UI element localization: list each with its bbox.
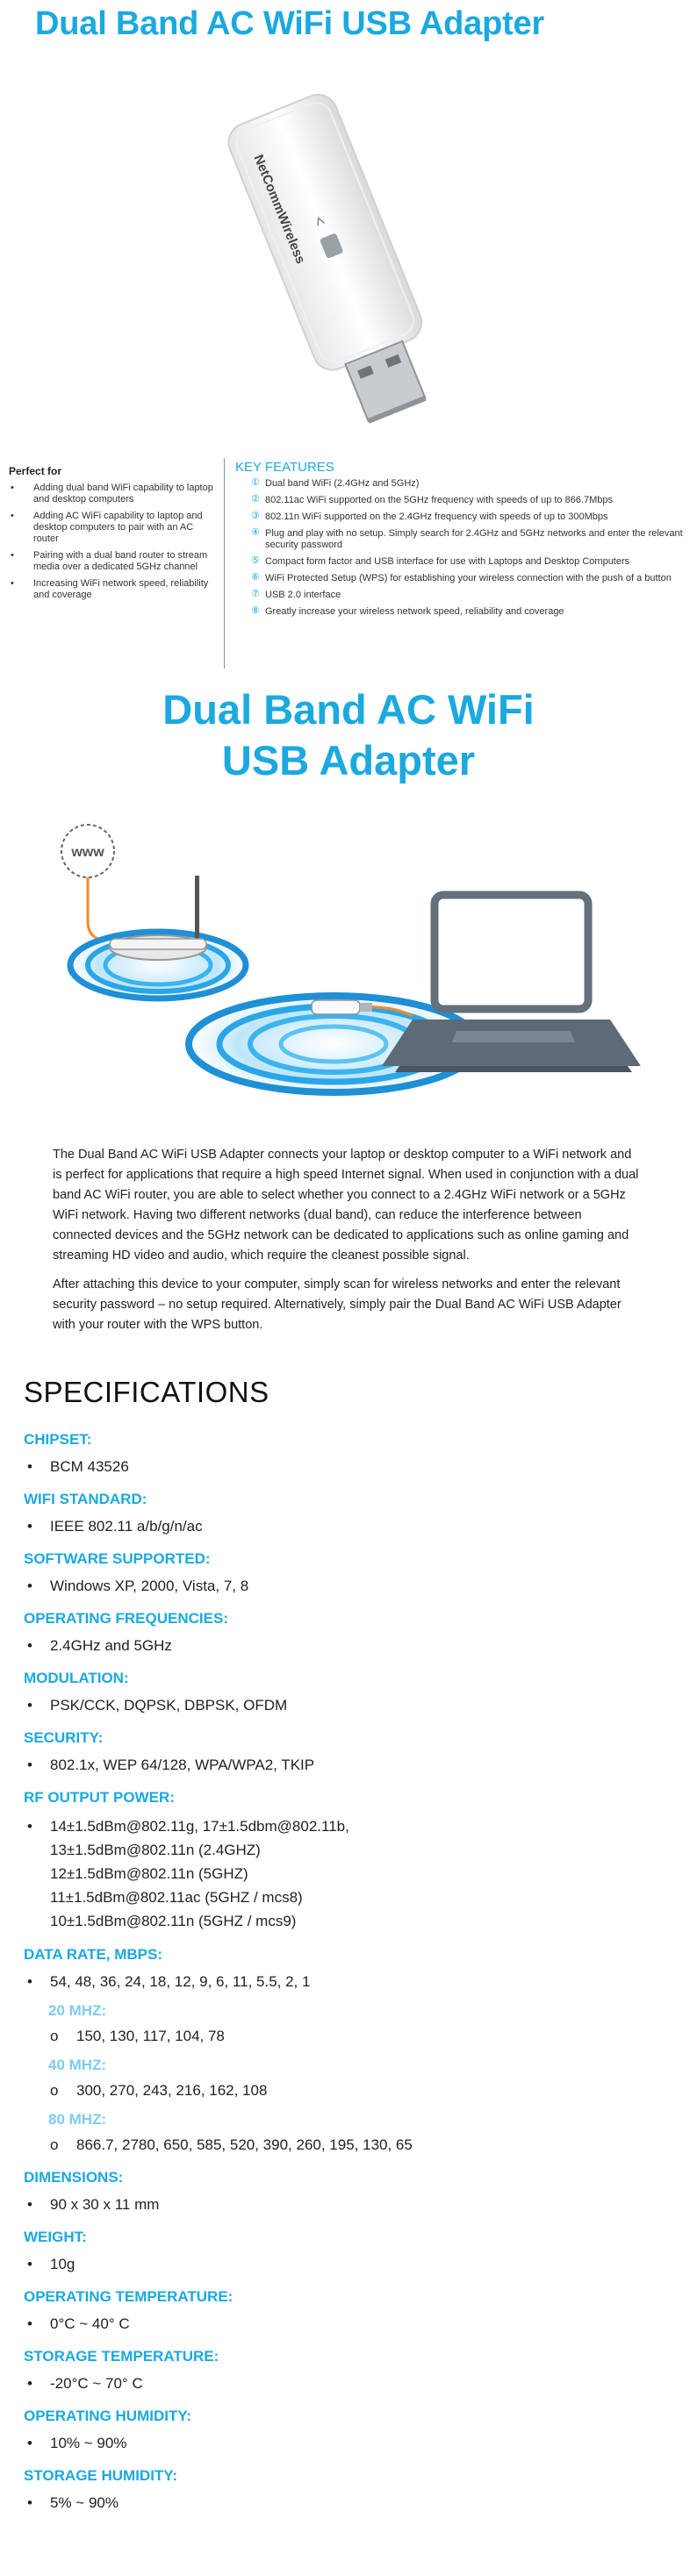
globe-icon (61, 825, 114, 877)
brand-label: NetCommWireless (250, 153, 308, 267)
spec-label: WEIGHT: (24, 2229, 87, 2245)
feature-text: Greatly increase your wireless network speed, reliability and coverage (265, 606, 564, 617)
laptop-icon (382, 895, 641, 1072)
feature-number: ⑤ (251, 555, 260, 566)
spec-value: • 802.1x, WEP 64/128, WPA/WPA2, TKIP (24, 1755, 673, 1776)
data-rate-sub-value: o 150, 130, 117, 104, 78 (24, 2026, 673, 2047)
feature-text: WiFi Protected Setup (WPS) for establishing your wireless connection with the push of a button (265, 573, 672, 583)
spec-label: MODULATION: (24, 1670, 129, 1686)
feature-number: ① (251, 477, 260, 488)
perfect-for-heading: Perfect for (9, 465, 62, 477)
spec-value (24, 1814, 673, 1933)
spec-data-rate (24, 1945, 673, 2156)
spec-value: • -20°C ~ 70° C (24, 2373, 673, 2394)
spec-dimensions (24, 2168, 673, 2215)
feature-item (235, 512, 692, 523)
spec-label: SOFTWARE SUPPORTED: (24, 1550, 211, 1567)
rf-power-line: 10±1.5dBm@802.11n (5GHZ / mcs9) (50, 1913, 297, 1929)
spec-label: STORAGE TEMPERATURE: (24, 2348, 219, 2365)
specifications-list (24, 1430, 673, 2526)
usb-adapter-image (202, 79, 483, 447)
product-heading (0, 684, 697, 786)
description-paragraph: After attaching this device to your computer, simply scan for wireless networks and enter the relevant security password – no setup required. Alternatively, simply pair the Dual Band AC WiFi USB Adapter with your router with the WPS button. (53, 1277, 622, 1332)
spec-chipset (24, 1430, 673, 1478)
spec-label: WIFI STANDARD: (24, 1491, 147, 1507)
product-heading-line2: USB Adapter (221, 737, 476, 784)
feature-item (235, 590, 692, 601)
data-rate-sub-label: 40 MHZ: (48, 2057, 107, 2073)
data-rate-sub-value: o 300, 270, 243, 216, 162, 108 (24, 2080, 673, 2101)
spec-value: • 90 x 30 x 11 mm (24, 2194, 673, 2215)
spec-label: DIMENSIONS: (24, 2169, 124, 2186)
spec-value: • IEEE 802.11 a/b/g/n/ac (24, 1516, 673, 1537)
list-item: • Increasing WiFi network speed, reliability and coverage (9, 578, 219, 601)
product-heading-line1: Dual Band AC WiFi (162, 686, 535, 733)
spec-label: SECURITY: (24, 1729, 104, 1746)
www-label: www (71, 845, 104, 860)
spec-software (24, 1549, 673, 1597)
spec-value: • Windows XP, 2000, Vista, 7, 8 (24, 1576, 673, 1597)
feature-number: ⑧ (251, 605, 260, 616)
spec-operating-temperature (24, 2287, 673, 2335)
perfect-for-section (9, 465, 219, 606)
spec-value: • PSK/CCK, DQPSK, DBPSK, OFDM (24, 1695, 673, 1716)
data-rate-sub-label: 80 MHZ: (48, 2111, 107, 2128)
spec-label: RF OUTPUT POWER: (24, 1789, 175, 1806)
key-features-section (235, 460, 692, 623)
specifications-heading: SPECIFICATIONS (24, 1376, 269, 1408)
spec-label: OPERATING HUMIDITY: (24, 2408, 192, 2424)
rf-power-line: 11±1.5dBm@802.11ac (5GHZ / mcs8) (50, 1889, 303, 1906)
feature-item (235, 606, 692, 618)
product-description (53, 1145, 641, 1344)
feature-item (235, 573, 692, 584)
feature-number: ④ (251, 527, 260, 538)
feature-text: Plug and play with no setup. Simply search for 2.4GHz and 5GHz networks and enter the relevant security password (265, 528, 683, 550)
spec-value: • 10% ~ 90% (24, 2433, 673, 2454)
data-rate-sub-label: 20 MHZ: (48, 2002, 107, 2019)
spec-value: • BCM 43526 (24, 1456, 673, 1478)
spec-value: • 2.4GHz and 5GHz (24, 1635, 673, 1657)
spec-value: • 0°C ~ 40° C (24, 2314, 673, 2335)
feature-number: ② (251, 494, 260, 504)
spec-label: DATA RATE, MBPS: (24, 1946, 163, 1963)
spec-operating-humidity (24, 2407, 673, 2454)
feature-text: Compact form factor and USB interface for use with Laptops and Desktop Computers (265, 556, 630, 567)
spec-weight (24, 2228, 673, 2275)
feature-number: ⑦ (251, 589, 260, 599)
spec-wifi-standard (24, 1490, 673, 1537)
spec-modulation (24, 1669, 673, 1716)
list-item: • Adding AC WiFi capability to laptop and desktop computers to pair with an AC router (9, 511, 219, 545)
spec-value: • 10g (24, 2254, 673, 2275)
spec-security (24, 1728, 673, 1776)
spec-label: OPERATING TEMPERATURE: (24, 2288, 234, 2305)
feature-number: ⑥ (251, 572, 260, 583)
feature-item (235, 478, 692, 490)
feature-item (235, 556, 692, 568)
data-rate-sub-value: o 866.7, 2780, 650, 585, 520, 390, 260, 195, 130, 65 (24, 2135, 673, 2156)
list-item: • Adding dual band WiFi capability to laptop and desktop computers (9, 483, 219, 505)
spec-value: • 5% ~ 90% (24, 2493, 673, 2514)
spec-storage-temperature (24, 2347, 673, 2394)
key-features-heading: KEY FEATURES (235, 460, 334, 475)
page-title: Dual Band AC WiFi USB Adapter (35, 5, 545, 42)
feature-number: ③ (251, 511, 260, 521)
feature-item (235, 495, 692, 506)
feature-text: 802.11n WiFi supported on the 2.4GHz frequency with speeds of up to 300Mbps (265, 512, 608, 522)
spec-storage-humidity (24, 2466, 673, 2514)
feature-item (235, 528, 692, 551)
spec-rf-power (24, 1788, 673, 1933)
spec-frequencies (24, 1609, 673, 1657)
router-icon (110, 876, 206, 960)
feature-text: 802.11ac WiFi supported on the 5GHz frequency with speeds of up to 866.7Mbps (265, 495, 614, 505)
list-item: • Pairing with a dual band router to stream media over a dedicated 5GHz channel (9, 550, 219, 573)
network-illustration (44, 816, 650, 1106)
feature-text: Dual band WiFi (2.4GHz and 5GHz) (265, 478, 420, 489)
feature-text: USB 2.0 interface (265, 590, 341, 600)
description-paragraph: The Dual Band AC WiFi USB Adapter connects your laptop or desktop computer to a WiFi network and is perfect for applications that require a high speed Internet signal. When used in conjunction with a dual band AC WiFi router, you are able to select whether you connect to a 2.4GHz WiFi network or a 5GHz WiFi network. Having two different networks (dual band), can reduce the interference between connected devices and the 5GHz network can be dedicated to applications such as online gaming and streaming HD video and audio, which require the cleanest possible signal. (53, 1148, 639, 1263)
rf-power-line: • 14±1.5dBm@802.11g, 17±1.5dbm@802.11b, (50, 1818, 349, 1835)
rf-power-line: 12±1.5dBm@802.11n (5GHZ) (50, 1865, 248, 1882)
spec-label: CHIPSET: (24, 1431, 92, 1448)
spec-value: • 54, 48, 36, 24, 18, 12, 9, 6, 11, 5.5, 2, 1 (24, 1971, 673, 1993)
section-divider (224, 458, 225, 669)
spec-label: OPERATING FREQUENCIES: (24, 1610, 228, 1627)
rf-power-line: 13±1.5dBm@802.11n (2.4GHZ) (50, 1842, 261, 1858)
spec-label: STORAGE HUMIDITY: (24, 2467, 178, 2484)
